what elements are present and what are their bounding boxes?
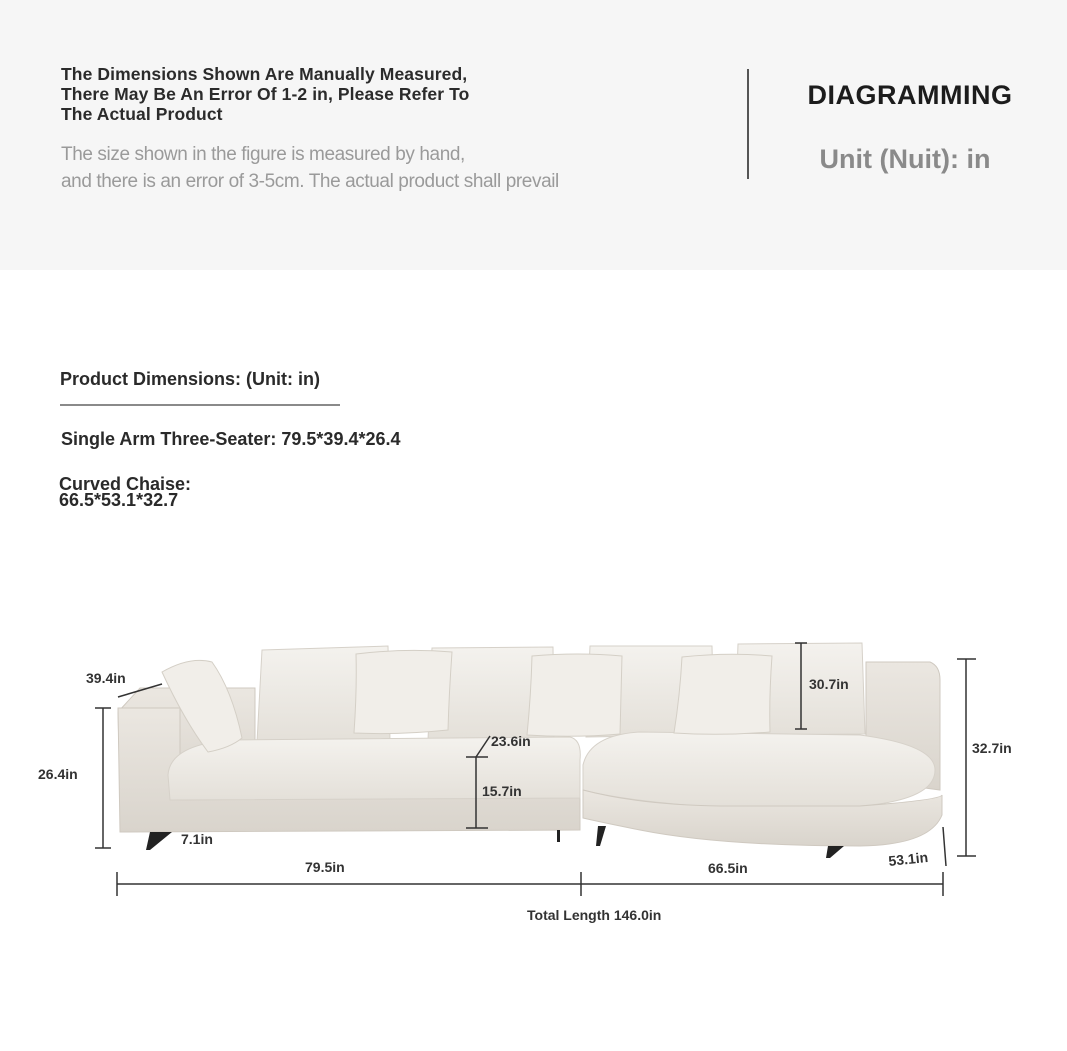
label-back-height: 30.7in [809, 676, 849, 692]
label-height-left: 26.4in [38, 766, 78, 782]
leg-left [146, 832, 172, 850]
label-length-right: 66.5in [708, 860, 748, 876]
product-dimensions-heading: Product Dimensions: (Unit: in) [60, 369, 320, 389]
notice-subtitle-line-2: and there is an error of 3-5cm. The actual product shall prevail [61, 171, 559, 192]
chaise-label: Curved Chaise: [59, 474, 192, 494]
leg-mid [557, 830, 560, 842]
chaise-depth-line [943, 827, 946, 866]
leg-chaise-1 [596, 826, 606, 846]
leg-chaise-2 [826, 846, 844, 858]
chaise-seat [583, 732, 935, 806]
label-total-length: Total Length 146.0in [527, 907, 662, 923]
measurement-notice: The Dimensions Shown Are Manually Measured, There May Be An Error Of 1-2 in, Please Refer To The Actual Product [61, 64, 470, 124]
label-leg: 7.1in [181, 831, 213, 847]
label-chaise-depth: 53.1in [887, 848, 929, 869]
label-arm-depth: 39.4in [86, 670, 126, 686]
label-length-left: 79.5in [305, 859, 345, 875]
unit-label: Unit (Nuit): in [819, 144, 991, 174]
diagram-title: DIAGRAMMING [807, 80, 1013, 110]
notice-subtitle-line-1: The size shown in the figure is measured by hand, [61, 144, 465, 165]
pillow-3 [527, 654, 622, 736]
chaise-value: 66.5*53.1*32.7 [59, 490, 179, 510]
pillow-4 [674, 654, 772, 734]
label-seat-height: 15.7in [482, 783, 522, 799]
label-height-right: 32.7in [972, 740, 1012, 756]
pillow-2 [354, 650, 452, 733]
three-seater-dimensions: Single Arm Three-Seater: 79.5*39.4*26.4 [61, 429, 401, 449]
label-seat-depth: 23.6in [491, 733, 531, 749]
